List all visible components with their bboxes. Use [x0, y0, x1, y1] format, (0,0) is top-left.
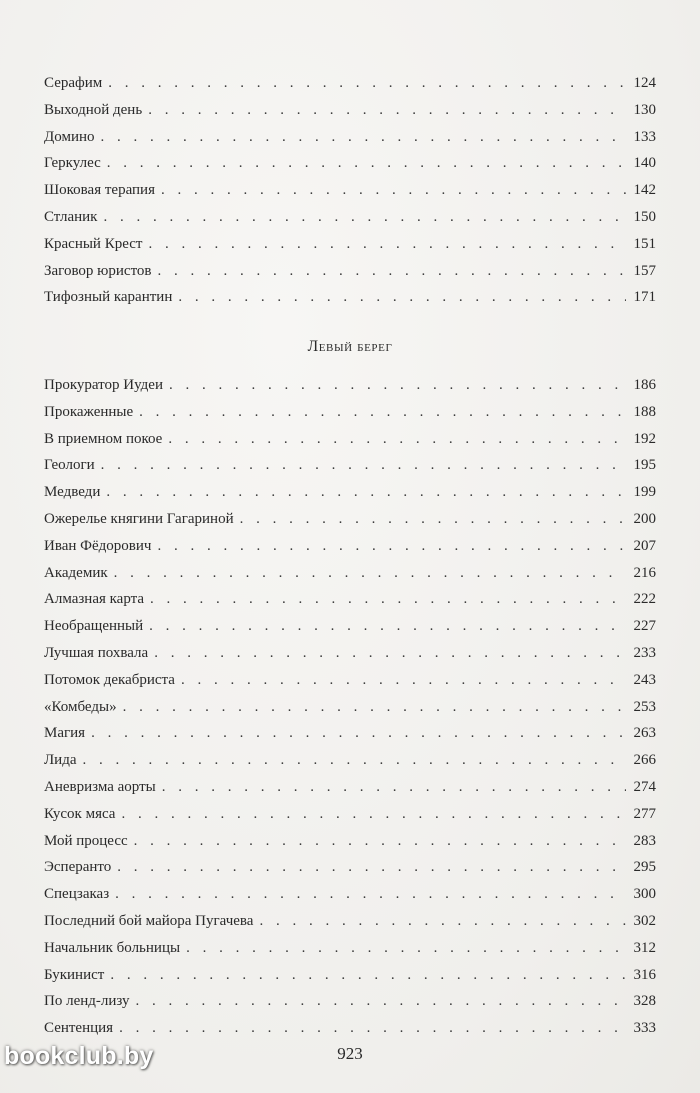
dot-leader	[178, 284, 626, 311]
toc-entry	[44, 231, 656, 258]
toc-entry-page: 300	[633, 886, 656, 903]
dot-leader	[119, 1015, 626, 1042]
toc-entry-title: Выходной день	[44, 101, 143, 118]
toc-entry-title: Магия	[44, 725, 86, 742]
toc-entry-title: Аневризма аорты	[44, 778, 156, 795]
toc-entry-title: Стланик	[44, 208, 98, 225]
toc-entry-title: Домино	[44, 128, 95, 145]
dot-leader	[157, 533, 626, 560]
toc-entry-title: Заговор юристов	[44, 262, 152, 279]
toc-section-2	[44, 372, 656, 1042]
dot-leader	[154, 640, 626, 667]
toc-entry-page: 233	[633, 644, 656, 661]
toc-entry-title: Прокаженные	[44, 403, 134, 420]
dot-leader	[162, 774, 626, 801]
toc-entry-title: Геркулес	[44, 155, 101, 172]
dot-leader	[123, 694, 626, 721]
toc-entry	[44, 560, 656, 587]
toc-entry	[44, 258, 656, 285]
toc-entry-page: 253	[633, 698, 656, 715]
toc-entry-page: 192	[633, 430, 656, 447]
toc-entry-page: 216	[633, 564, 656, 581]
toc-entry-page: 302	[633, 912, 656, 929]
dot-leader	[186, 935, 626, 962]
toc-entry-title: Букинист	[44, 966, 105, 983]
toc-entry	[44, 908, 656, 935]
toc-entry-title: Спецзаказ	[44, 886, 110, 903]
toc-entry-title: Начальник больницы	[44, 939, 181, 956]
toc-entry-title: Медведи	[44, 484, 101, 501]
toc-entry-title: Лучшая похвала	[44, 644, 149, 661]
dot-leader	[117, 854, 626, 881]
dot-leader	[121, 801, 626, 828]
toc-entry	[44, 124, 656, 151]
toc-entry-page: 186	[633, 377, 656, 393]
toc-entry-title: Эсперанто	[44, 859, 112, 876]
toc-entry-page: 266	[633, 752, 656, 769]
toc-entry-title: По ленд-лизу	[44, 993, 130, 1010]
toc-entry	[44, 284, 656, 311]
toc-entry	[44, 935, 656, 962]
toc-entry	[44, 774, 656, 801]
toc-entry	[44, 177, 656, 204]
toc-entry-title: «Комбеды»	[44, 698, 117, 715]
toc-entry-title: Прокуратор Иудеи	[44, 377, 163, 393]
toc-entry	[44, 854, 656, 881]
toc-entry-page: 199	[633, 484, 656, 501]
toc-entry-page: 243	[633, 671, 656, 688]
toc-entry-title: Последний бой майора Пугачева	[44, 912, 254, 929]
toc-entry-page: 328	[633, 993, 656, 1010]
dot-leader	[115, 881, 626, 908]
toc-entry	[44, 70, 656, 97]
toc-entry	[44, 988, 656, 1015]
toc-entry	[44, 399, 656, 426]
dot-leader	[139, 399, 626, 426]
toc-entry	[44, 533, 656, 560]
dot-leader	[148, 97, 626, 124]
toc-entry	[44, 747, 656, 774]
toc-entry-page: 195	[633, 457, 656, 474]
dot-leader	[114, 560, 626, 587]
toc-entry-page: 140	[633, 155, 656, 172]
toc-section-1	[44, 70, 656, 311]
toc-entry-title: Геологи	[44, 457, 95, 474]
toc-entry-page: 171	[633, 289, 656, 306]
toc-entry	[44, 720, 656, 747]
dot-leader	[240, 506, 626, 533]
toc-entry-page: 295	[633, 859, 656, 876]
toc-entry	[44, 506, 656, 533]
toc-entry-page: 263	[633, 725, 656, 742]
toc-entry-page: 207	[633, 537, 656, 554]
toc-entry	[44, 694, 656, 721]
toc-entry-page: 333	[633, 1020, 656, 1037]
dot-leader	[148, 231, 626, 258]
dot-leader	[150, 586, 626, 613]
dot-leader	[101, 452, 626, 479]
toc-entry-page: 142	[633, 182, 656, 199]
toc-entry	[44, 613, 656, 640]
toc-entry-page: 222	[633, 591, 656, 608]
toc-entry-page: 130	[633, 101, 656, 118]
watermark-logo: bookclub.by	[4, 1042, 154, 1070]
toc-entry-page: 274	[633, 778, 656, 795]
dot-leader	[103, 204, 626, 231]
toc-entry-title: В приемном покое	[44, 430, 163, 447]
toc-entry-title: Кусок мяса	[44, 805, 116, 822]
toc-entry-page: 124	[633, 75, 656, 91]
toc-entry-page: 150	[633, 208, 656, 225]
page-number: 923	[337, 1044, 363, 1063]
toc-entry-title: Необращенный	[44, 618, 144, 635]
toc-entry-page: 227	[633, 618, 656, 635]
toc-entry-title: Потомок декабриста	[44, 671, 175, 688]
dot-leader	[181, 667, 626, 694]
toc-entry-page: 133	[633, 128, 656, 145]
dot-leader	[108, 70, 626, 97]
toc-entry	[44, 1015, 656, 1042]
dot-leader	[110, 962, 626, 989]
toc-entry-page: 157	[633, 262, 656, 279]
toc-entry-title: Ожерелье княгини Гагариной	[44, 510, 234, 527]
dot-leader	[107, 150, 626, 177]
dot-leader	[134, 828, 626, 855]
toc-entry-title: Иван Фёдорович	[44, 537, 152, 554]
toc-entry-page: 283	[633, 832, 656, 849]
toc-entry	[44, 586, 656, 613]
dot-leader	[158, 258, 626, 285]
toc-entry	[44, 97, 656, 124]
toc-entry-title: Тифозный карантин	[44, 289, 173, 306]
dot-leader	[136, 988, 626, 1015]
toc-entry	[44, 828, 656, 855]
toc-entry-title: Алмазная карта	[44, 591, 145, 608]
section-heading: Левый берег	[307, 338, 393, 355]
dot-leader	[106, 479, 626, 506]
toc-entry	[44, 962, 656, 989]
toc-entry-title: Шоковая терапия	[44, 182, 155, 199]
toc-entry	[44, 150, 656, 177]
dot-leader	[91, 720, 626, 747]
toc-entry	[44, 479, 656, 506]
toc-entry-title: Сентенция	[44, 1020, 114, 1037]
toc-entry	[44, 204, 656, 231]
toc-entry-page: 188	[633, 403, 656, 420]
dot-leader	[168, 426, 626, 453]
toc-entry	[44, 640, 656, 667]
toc-entry-title: Лида	[44, 752, 77, 769]
toc-entry-title: Мой процесс	[44, 832, 128, 849]
toc-entry-page: 200	[633, 510, 656, 527]
toc-entry-page: 277	[633, 805, 656, 822]
toc-entry-title: Серафим	[44, 75, 103, 91]
dot-leader	[149, 613, 626, 640]
dot-leader	[101, 124, 627, 151]
toc-entry-title: Красный Крест	[44, 235, 143, 252]
dot-leader	[83, 747, 627, 774]
dot-leader	[169, 372, 626, 399]
toc-entry-page: 312	[633, 939, 656, 956]
toc-entry	[44, 452, 656, 479]
toc-entry-page: 316	[633, 966, 656, 983]
toc-entry	[44, 426, 656, 453]
toc-entry	[44, 801, 656, 828]
toc-entry	[44, 372, 656, 399]
toc-entry-title: Академик	[44, 564, 108, 581]
toc-entry	[44, 881, 656, 908]
dot-leader	[161, 177, 626, 204]
toc-entry-page: 151	[633, 235, 656, 252]
dot-leader	[259, 908, 626, 935]
toc-entry	[44, 667, 656, 694]
